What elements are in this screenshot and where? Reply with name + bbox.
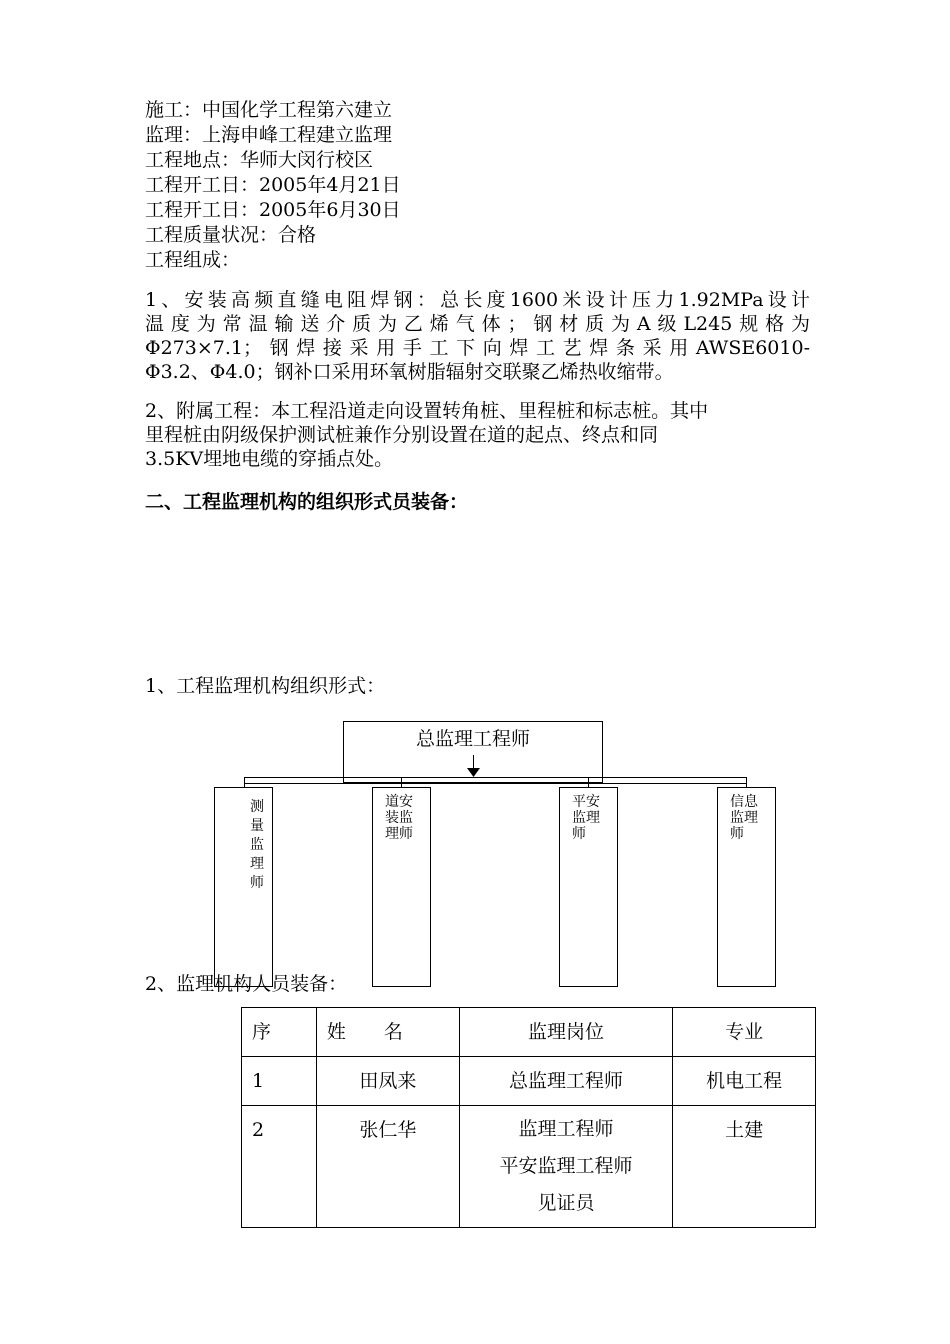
- start-date-line: 工程开工日：2005年4月21日: [145, 174, 401, 196]
- install-supervisor-label: 道安装监理师: [385, 794, 413, 842]
- item1-line: 1、安装高频直缝电阻焊钢：总长度1600米设计压力1.92MPa设计: [145, 289, 810, 311]
- item1-line: Φ273×7.1；钢焊接采用手工下向焊工艺焊条采用AWSE6010-: [145, 337, 810, 359]
- row-posts: [460, 1106, 673, 1227]
- survey-supervisor-label: 测量监理师: [250, 799, 264, 891]
- quality-line: 工程质量状况：合格: [145, 224, 317, 246]
- header-cell: [673, 1008, 816, 1057]
- section2-heading: 二、工程监理机构的组织形式员装备：: [145, 491, 469, 513]
- connector-bottom-line: [244, 783, 746, 784]
- row-post: 监理工程师: [518, 1118, 614, 1140]
- header-cell: [316, 1008, 459, 1057]
- header-cell: [242, 1008, 317, 1057]
- item2-line: 3.5KV埋地电缆的穿插点处。: [145, 448, 394, 470]
- composition-line: 工程组成：: [145, 249, 241, 271]
- item2-paragraph: [145, 399, 810, 471]
- row-major: 土建: [725, 1119, 764, 1141]
- row-major: 机电工程: [706, 1070, 783, 1092]
- header-post: 监理岗位: [528, 1021, 605, 1043]
- table-header-row: [242, 1008, 816, 1057]
- header-no: 序: [252, 1021, 272, 1043]
- row-post: 平安监理工程师: [499, 1155, 633, 1177]
- item2-line: 里程桩由阴级保护测试桩兼作分别设置在道的起点、终点和同: [145, 424, 659, 446]
- row-no: 1: [252, 1070, 265, 1092]
- construction-line: 施工：中国化学工程第六建立: [145, 99, 393, 121]
- row-name: 田凤来: [359, 1070, 417, 1092]
- table-row: [242, 1057, 816, 1106]
- staff-table: [241, 1007, 816, 1228]
- safety-supervisor-label: 平安监理师: [572, 794, 600, 842]
- row-name: 张仁华: [359, 1119, 417, 1141]
- header-major: 专业: [725, 1021, 764, 1043]
- item2-line: 2、附属工程：本工程沿道走向设置转角桩、里程桩和标志桩。其中: [145, 400, 709, 422]
- connector-top-line: [244, 777, 746, 778]
- item1-paragraph: [145, 288, 810, 384]
- item1-line: Φ3.2、Φ4.0；钢补口采用环氧树脂辐射交联聚乙烯热收缩带。: [145, 361, 674, 383]
- item1-line: 温度为常温输送介质为乙烯气体；钢材质为A级L245规格为: [145, 313, 810, 335]
- header-cell: [459, 1008, 673, 1057]
- chief-engineer-label: 总监理工程师: [415, 728, 530, 750]
- staff-heading: 2、监理机构人员装备：: [145, 973, 348, 995]
- end-date-line: 工程开工日：2005年6月30日: [145, 199, 401, 221]
- arrow-down-icon: [467, 768, 480, 777]
- row-post: 见证员: [537, 1192, 595, 1214]
- table-row: [242, 1106, 816, 1228]
- row-post: 总监理工程师: [509, 1070, 624, 1092]
- org-heading: 1、工程监理机构组织形式：: [145, 675, 386, 697]
- location-line: 工程地点：华师大闵行校区: [145, 149, 374, 171]
- header-name: 姓 名: [326, 1021, 403, 1043]
- supervision-line: 监理：上海申峰工程建立监理: [145, 124, 393, 146]
- info-supervisor-label: 信息监理师: [730, 794, 758, 842]
- row-no: 2: [252, 1119, 265, 1141]
